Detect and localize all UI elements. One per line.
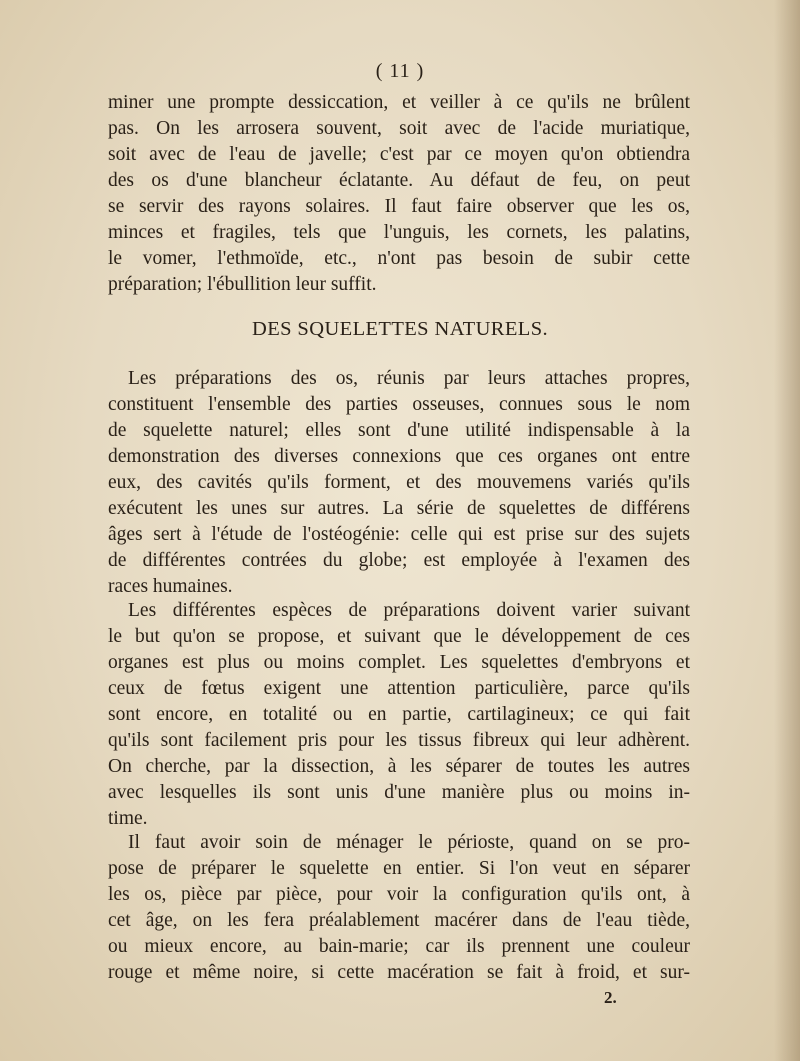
text-line: Il faut avoir soin de ménager le périoste, quand on se pro-	[128, 832, 690, 853]
text-line: Les différentes espèces de préparations doivent varier suivant	[128, 600, 690, 621]
text-line: eux, des cavités qu'ils forment, et des mouvemens variés qu'ils	[108, 472, 690, 493]
text-line: rouge et même noire, si cette macération se fait à froid, et sur-	[108, 962, 690, 983]
text-line: des os d'une blancheur éclatante. Au défaut de feu, on peut	[108, 170, 690, 191]
text-line: préparation; l'ébullition leur suffit.	[108, 274, 377, 295]
text-line: miner une prompte dessiccation, et veiller à ce qu'ils ne brûlent	[108, 92, 690, 113]
text-line: exécutent les unes sur autres. La série de squelettes de différens	[108, 498, 690, 519]
text-line: qu'ils sont facilement pris pour les tissus fibreux qui leur adhèrent.	[108, 730, 690, 751]
text-line: organes est plus ou moins complet. Les squelettes d'embryons et	[108, 652, 690, 673]
section-heading: DES SQUELETTES NATURELS.	[251, 318, 549, 340]
text-line: Les préparations des os, réunis par leurs attaches propres,	[128, 368, 690, 389]
text-line: âges sert à l'étude de l'ostéogénie: celle qui est prise sur des sujets	[108, 524, 690, 545]
text-line: de différentes contrées du globe; est employée à l'examen des	[108, 550, 690, 571]
text-line: se servir des rayons solaires. Il faut faire observer que les os,	[108, 196, 690, 217]
text-line: de squelette naturel; elles sont d'une utilité indispensable à la	[108, 420, 690, 441]
text-line: demonstration des diverses connexions que ces organes ont entre	[108, 446, 690, 467]
text-line: constituent l'ensemble des parties osseuses, connues sous le nom	[108, 394, 690, 415]
page-number: ( 11 )	[375, 60, 425, 82]
text-line: cet âge, on les fera préalablement macérer dans de l'eau tiède,	[108, 910, 690, 931]
text-line: le but qu'on se propose, et suivant que le développement de ces	[108, 626, 690, 647]
text-line: time.	[108, 808, 148, 829]
text-line: pose de préparer le squelette en entier. Si l'on veut en séparer	[108, 858, 690, 879]
signature-mark: 2.	[604, 988, 617, 1007]
text-line: On cherche, par la dissection, à les séparer de toutes les autres	[108, 756, 690, 777]
text-line: soit avec de l'eau de javelle; c'est par ce moyen qu'on obtiendra	[108, 144, 690, 165]
text-line: races humaines.	[108, 576, 233, 597]
text-line: avec lesquelles ils sont unis d'une manière plus ou moins in-	[108, 782, 690, 803]
text-line: minces et fragiles, tels que l'unguis, les cornets, les palatins,	[108, 222, 690, 243]
text-line: ceux de fœtus exigent une attention particulière, parce qu'ils	[108, 678, 690, 699]
text-line: le vomer, l'ethmoïde, etc., n'ont pas besoin de subir cette	[108, 248, 690, 269]
text-line: les os, pièce par pièce, pour voir la configuration qu'ils ont, à	[108, 884, 690, 905]
text-line: sont encore, en totalité ou en partie, cartilagineux; ce qui fait	[108, 704, 690, 725]
text-line: pas. On les arrosera souvent, soit avec de l'acide muriatique,	[108, 118, 690, 139]
text-line: ou mieux encore, au bain-marie; car ils prennent une couleur	[108, 936, 690, 957]
